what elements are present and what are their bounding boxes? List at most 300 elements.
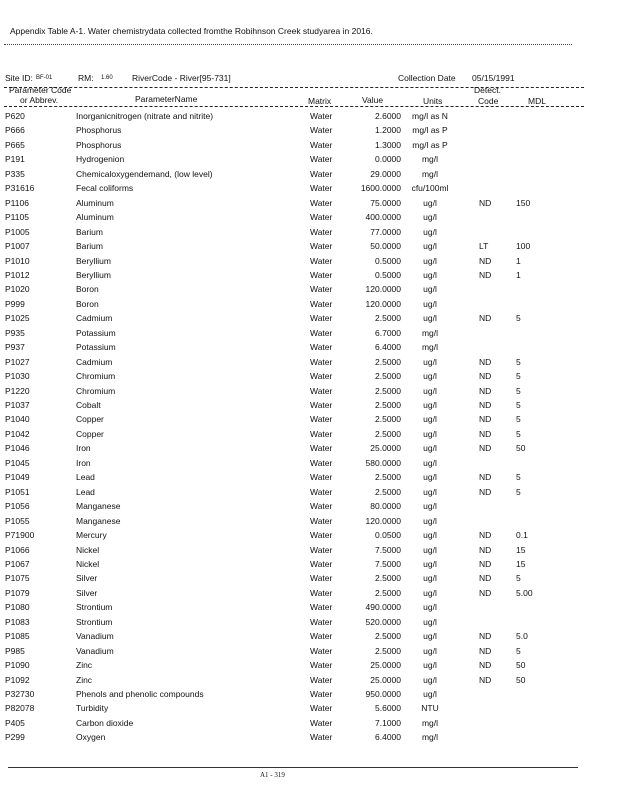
cell-parameter-code: P1030 [5, 371, 30, 382]
cell-matrix: Water [310, 371, 333, 382]
cell-matrix: Water [310, 139, 333, 150]
cell-parameter-name: Carbon dioxide [76, 717, 134, 728]
cell-parameter-name: Aluminum [76, 212, 114, 223]
cell-units: ug/l [423, 573, 437, 584]
header-bottom-rule [4, 106, 584, 107]
cell-value: 1600.0000 [360, 183, 401, 194]
cell-units: ug/l [423, 587, 437, 598]
cell-matrix: Water [310, 501, 333, 512]
cell-value: 2.5000 [375, 356, 401, 367]
cell-parameter-code: P1007 [5, 241, 30, 252]
cell-parameter-name: Barium [76, 226, 103, 237]
cell-units: ug/l [423, 400, 437, 410]
cell-matrix: Water [310, 327, 333, 338]
cell-units: ug/l [423, 428, 437, 439]
cell-units: ug/l [423, 356, 437, 367]
header-param-code: Parameter Code [9, 85, 72, 95]
cell-parameter-name: Inorganicnitrogen (nitrate and nitrite) [76, 111, 214, 121]
cell-value: 1.3000 [375, 139, 401, 150]
cell-value: 120.0000 [365, 284, 401, 295]
cell-parameter-name: Turbidity [76, 703, 109, 714]
cell-matrix: Water [310, 515, 333, 526]
cell-matrix: Water [310, 544, 333, 555]
cell-detect-code: ND [479, 269, 492, 280]
table-row [0, 400, 618, 414]
cell-value: 1.2000 [375, 125, 401, 136]
cell-parameter-name: Chromium [76, 385, 116, 396]
cell-value: 0.0500 [375, 530, 401, 541]
header-detect-code: Code [478, 96, 499, 106]
cell-parameter-code: P1020 [5, 284, 30, 295]
cell-parameter-name: Barium [76, 241, 103, 252]
cell-value: 5.6000 [375, 703, 401, 714]
cell-value: 0.5000 [375, 269, 401, 280]
cell-parameter-code: P665 [5, 139, 25, 150]
table-row [0, 169, 618, 183]
cell-matrix: Water [310, 313, 333, 324]
cell-units: ug/l [423, 241, 437, 252]
cell-parameter-code: P1220 [5, 385, 30, 396]
cell-parameter-code: P82078 [5, 703, 35, 714]
cell-value: 7.5000 [375, 544, 401, 555]
cell-parameter-name: Aluminum [76, 197, 114, 208]
cell-units: ug/l [423, 212, 437, 223]
cell-matrix: Water [310, 472, 333, 483]
cell-mdl: 15 [516, 544, 526, 555]
table-row [0, 689, 618, 703]
cell-mdl: 5.00 [516, 587, 533, 598]
cell-matrix: Water [310, 674, 333, 685]
cell-parameter-name: Cobalt [76, 400, 101, 410]
cell-mdl: 150 [516, 197, 531, 208]
cell-units: ug/l [423, 197, 437, 208]
cell-units: ug/l [423, 501, 437, 512]
table-row [0, 458, 618, 472]
header-value: Value [362, 95, 384, 105]
cell-units: ug/l [423, 660, 437, 671]
cell-parameter-name: Iron [76, 443, 91, 454]
cell-matrix: Water [310, 631, 333, 642]
cell-mdl: 5 [516, 428, 521, 439]
cell-parameter-name: Oxygen [76, 732, 106, 743]
cell-parameter-code: P1005 [5, 226, 30, 237]
cell-detect-code: ND [479, 356, 492, 367]
cell-detect-code: ND [479, 674, 492, 685]
cell-parameter-code: P1045 [5, 457, 30, 468]
cell-parameter-code: P335 [5, 168, 25, 179]
cell-units: ug/l [423, 616, 437, 627]
cell-mdl: 5 [516, 371, 521, 382]
cell-mdl: 0.1 [516, 530, 528, 541]
cell-mdl: 1 [516, 269, 521, 280]
cell-mdl: 5 [516, 385, 521, 396]
cell-parameter-code: P1056 [5, 501, 30, 512]
cell-parameter-code: P1040 [5, 414, 30, 425]
cell-mdl: 5 [516, 645, 521, 656]
table-row [0, 501, 618, 515]
table-row [0, 530, 618, 544]
cell-detect-code: ND [479, 255, 492, 266]
cell-matrix: Water [310, 689, 333, 699]
table-row [0, 545, 618, 559]
cell-units: NTU [421, 703, 439, 714]
cell-detect-code: ND [479, 428, 492, 439]
cell-units: ug/l [423, 443, 437, 454]
cell-parameter-code: P71900 [5, 530, 35, 541]
cell-parameter-name: Zinc [76, 660, 93, 671]
cell-units: ug/l [423, 515, 437, 526]
cell-detect-code: ND [479, 414, 492, 425]
cell-matrix: Water [310, 212, 333, 223]
cell-parameter-name: Zinc [76, 674, 93, 685]
cell-parameter-name: Lead [76, 486, 95, 497]
cell-parameter-name: Strontium [76, 602, 113, 613]
cell-matrix: Water [310, 703, 333, 714]
cell-parameter-name: Manganese [76, 501, 121, 512]
cell-value: 75.0000 [370, 197, 401, 208]
cell-units: mg/l as P [412, 125, 448, 136]
cell-units: ug/l [423, 457, 437, 468]
cell-parameter-code: P1055 [5, 515, 30, 526]
cell-value: 6.4000 [375, 342, 401, 353]
cell-value: 80.0000 [370, 501, 401, 512]
cell-detect-code: ND [479, 197, 492, 208]
cell-parameter-code: P1085 [5, 631, 30, 642]
cell-detect-code: ND [479, 530, 492, 541]
cell-matrix: Water [310, 111, 333, 121]
cell-matrix: Water [310, 226, 333, 237]
table-row [0, 154, 618, 168]
table-row [0, 284, 618, 298]
header-units: Units [423, 96, 443, 106]
cell-value: 950.0000 [365, 689, 401, 699]
cell-parameter-name: Nickel [76, 558, 100, 569]
cell-matrix: Water [310, 443, 333, 454]
header-param-abbrev: or Abbrev. [20, 95, 59, 105]
table-row [0, 241, 618, 255]
table-row [0, 617, 618, 631]
cell-detect-code: ND [479, 573, 492, 584]
cell-units: mg/l [421, 732, 439, 743]
cell-matrix: Water [310, 183, 333, 194]
cell-matrix: Water [310, 530, 333, 541]
table-row [0, 429, 618, 443]
cell-parameter-code: P937 [5, 342, 25, 353]
cell-value: 29.0000 [370, 168, 401, 179]
cell-matrix: Water [310, 486, 333, 497]
cell-matrix: Water [310, 428, 333, 439]
table-row [0, 371, 618, 385]
table-row [0, 573, 618, 587]
cell-value: 50.0000 [370, 241, 401, 252]
table-row [0, 357, 618, 371]
cell-value: 6.4000 [375, 732, 401, 743]
cell-value: 0.5000 [375, 255, 401, 266]
cell-value: 0.0000 [375, 154, 401, 165]
cell-parameter-code: P1042 [5, 428, 30, 439]
cell-parameter-name: Fecal coliforms [76, 183, 134, 194]
cell-value: 2.5000 [375, 631, 401, 642]
cell-parameter-code: P1083 [5, 616, 30, 627]
table-row [0, 140, 618, 154]
cell-parameter-code: P1027 [5, 356, 30, 367]
cell-value: 520.0000 [365, 616, 401, 627]
cell-matrix: Water [310, 573, 333, 584]
cell-units: ug/l [423, 313, 437, 324]
cell-parameter-name: Strontium [76, 616, 113, 627]
cell-mdl: 5.0 [516, 631, 528, 642]
table-row [0, 125, 618, 139]
cell-value: 2.5000 [375, 573, 401, 584]
cell-parameter-name: Iron [76, 457, 91, 468]
cell-mdl: 50 [516, 674, 526, 685]
cell-units: ug/l [423, 558, 437, 569]
cell-detect-code: ND [479, 371, 492, 382]
cell-matrix: Water [310, 298, 333, 309]
cell-units: mg/l [421, 154, 439, 165]
cell-mdl: 5 [516, 472, 521, 483]
cell-mdl: 5 [516, 400, 521, 410]
table-row [0, 183, 618, 197]
header-matrix: Matrix [308, 96, 332, 106]
cell-parameter-code: P1080 [5, 602, 30, 613]
collection-date-label: Collection Date [398, 73, 456, 83]
cell-units: ug/l [423, 530, 437, 541]
cell-units: mg/l [421, 717, 439, 728]
cell-value: 490.0000 [365, 602, 401, 613]
cell-matrix: Water [310, 645, 333, 656]
cell-parameter-code: P32730 [5, 689, 35, 699]
cell-value: 25.0000 [370, 660, 401, 671]
cell-units: ug/l [423, 674, 437, 685]
table-row [0, 472, 618, 486]
cell-units: ug/l [423, 472, 437, 483]
cell-parameter-code: P985 [5, 645, 25, 656]
cell-parameter-code: P999 [5, 298, 25, 309]
table-row [0, 602, 618, 616]
footer-rule [8, 767, 578, 768]
cell-matrix: Water [310, 732, 333, 743]
cell-matrix: Water [310, 385, 333, 396]
table-row [0, 703, 618, 717]
table-row [0, 328, 618, 342]
cell-mdl: 5 [516, 486, 521, 497]
page-number: A1 - 319 [260, 771, 285, 779]
cell-value: 400.0000 [365, 212, 401, 223]
cell-parameter-name: Hydrogenion [76, 154, 125, 165]
cell-matrix: Water [310, 269, 333, 280]
cell-units: ug/l [423, 414, 437, 425]
cell-units: ug/l [423, 602, 437, 613]
cell-parameter-name: Boron [76, 298, 99, 309]
cell-value: 2.5000 [375, 313, 401, 324]
cell-value: 77.0000 [370, 226, 401, 237]
table-caption: Appendix Table A-1. Water chemistrydata collected fromthe Robihnson Creek studyarea in 2016. [10, 26, 373, 36]
cell-units: mg/l [421, 342, 439, 353]
cell-parameter-code: P1106 [5, 197, 29, 208]
cell-parameter-code: P1090 [5, 660, 30, 671]
cell-matrix: Water [310, 356, 333, 367]
cell-detect-code: ND [479, 645, 492, 656]
cell-parameter-code: P1025 [5, 313, 30, 324]
table-row [0, 414, 618, 428]
cell-matrix: Water [310, 255, 333, 266]
table-row [0, 559, 618, 573]
cell-mdl: 50 [516, 443, 526, 454]
cell-mdl: 5 [516, 414, 521, 425]
cell-mdl: 100 [516, 241, 531, 252]
cell-mdl: 15 [516, 558, 526, 569]
table-row [0, 660, 618, 674]
cell-parameter-code: P666 [5, 125, 25, 136]
cell-detect-code: ND [479, 660, 492, 671]
table-row [0, 227, 618, 241]
cell-parameter-code: P299 [5, 732, 25, 743]
cell-value: 2.5000 [375, 400, 401, 410]
cell-parameter-code: P1012 [5, 269, 30, 280]
header-detect: Detect. [474, 85, 501, 95]
cell-value: 2.5000 [375, 587, 401, 598]
cell-value: 7.5000 [375, 558, 401, 569]
cell-parameter-name: Phenols and phenolic compounds [76, 689, 204, 699]
cell-matrix: Water [310, 197, 333, 208]
cell-units: mg/l [421, 168, 439, 179]
header-mdl: MDL [528, 96, 546, 106]
cell-matrix: Water [310, 241, 333, 252]
cell-parameter-name: Beryllium [76, 255, 111, 266]
cell-parameter-name: Cadmium [76, 356, 113, 367]
table-row [0, 342, 618, 356]
cell-parameter-name: Mercury [76, 530, 107, 541]
cell-value: 2.5000 [375, 414, 401, 425]
cell-matrix: Water [310, 400, 333, 410]
cell-parameter-name: Silver [76, 587, 98, 598]
cell-units: ug/l [423, 226, 437, 237]
cell-matrix: Water [310, 587, 333, 598]
cell-parameter-name: Copper [76, 414, 104, 425]
cell-parameter-code: P1049 [5, 472, 30, 483]
cell-parameter-code: P1105 [5, 212, 29, 223]
cell-value: 2.5000 [375, 428, 401, 439]
cell-value: 2.5000 [375, 385, 401, 396]
cell-value: 2.6000 [375, 111, 401, 121]
cell-units: ug/l [423, 544, 437, 555]
cell-value: 120.0000 [365, 298, 401, 309]
table-row [0, 212, 618, 226]
table-row [0, 588, 618, 602]
cell-units: ug/l [423, 371, 437, 382]
cell-value: 2.5000 [375, 371, 401, 382]
cell-units: cfu/100ml [411, 183, 449, 194]
cell-units: ug/l [423, 298, 437, 309]
caption-divider [4, 44, 572, 45]
cell-parameter-name: Beryllium [76, 269, 111, 280]
cell-parameter-code: P191 [5, 154, 25, 165]
cell-detect-code: LT [479, 241, 489, 252]
cell-value: 2.5000 [375, 472, 401, 483]
table-row [0, 270, 618, 284]
table-row [0, 631, 618, 645]
cell-units: ug/l [423, 645, 437, 656]
cell-mdl: 5 [516, 356, 521, 367]
cell-units: ug/l [423, 631, 437, 642]
cell-parameter-name: Nickel [76, 544, 100, 555]
cell-parameter-name: Vanadium [76, 645, 114, 656]
cell-parameter-name: Silver [76, 573, 98, 584]
cell-value: 25.0000 [370, 443, 401, 454]
cell-units: ug/l [423, 255, 437, 266]
collection-date-value: 05/15/1991 [472, 73, 515, 83]
table-row [0, 111, 618, 125]
cell-matrix: Water [310, 125, 333, 136]
cell-detect-code: ND [479, 400, 492, 410]
cell-parameter-code: P1046 [5, 443, 30, 454]
table-row [0, 299, 618, 313]
cell-value: 120.0000 [365, 515, 401, 526]
cell-units: ug/l [423, 486, 437, 497]
header-param-name: ParameterName [135, 94, 198, 104]
cell-detect-code: ND [479, 385, 492, 396]
rm-label: RM: [78, 73, 94, 83]
table-row [0, 313, 618, 327]
cell-parameter-name: Potassium [76, 327, 116, 338]
cell-units: mg/l as P [412, 139, 448, 150]
cell-parameter-code: P1092 [5, 674, 30, 685]
cell-parameter-code: P31616 [5, 183, 35, 194]
cell-parameter-code: P1075 [5, 573, 30, 584]
river-code: RiverCode - River[95-731] [132, 73, 231, 83]
cell-detect-code: ND [479, 544, 492, 555]
cell-parameter-code: P1067 [5, 558, 30, 569]
cell-detect-code: ND [479, 631, 492, 642]
cell-units: ug/l [423, 689, 437, 699]
cell-value: 25.0000 [370, 674, 401, 685]
cell-parameter-code: P620 [5, 111, 25, 121]
cell-parameter-code: P1010 [5, 255, 30, 266]
table-row [0, 646, 618, 660]
cell-parameter-name: Potassium [76, 342, 116, 353]
cell-matrix: Water [310, 342, 333, 353]
cell-mdl: 1 [516, 255, 521, 266]
site-id-label: Site ID: [5, 73, 33, 83]
cell-matrix: Water [310, 457, 333, 468]
cell-value: 2.5000 [375, 486, 401, 497]
cell-parameter-name: Chromium [76, 371, 116, 382]
cell-value: 7.1000 [375, 717, 401, 728]
cell-matrix: Water [310, 154, 333, 165]
cell-matrix: Water [310, 558, 333, 569]
cell-value: 2.5000 [375, 645, 401, 656]
cell-parameter-name: Copper [76, 428, 104, 439]
cell-parameter-code: P405 [5, 717, 25, 728]
cell-parameter-code: P935 [5, 327, 25, 338]
cell-matrix: Water [310, 284, 333, 295]
cell-units: ug/l [423, 269, 437, 280]
table-row [0, 198, 618, 212]
cell-units: mg/l as N [412, 111, 448, 121]
cell-matrix: Water [310, 602, 333, 613]
cell-parameter-code: P1066 [5, 544, 30, 555]
cell-mdl: 5 [516, 313, 521, 324]
table-row [0, 256, 618, 270]
cell-matrix: Water [310, 168, 333, 179]
cell-parameter-code: P1079 [5, 587, 30, 598]
cell-mdl: 5 [516, 573, 521, 584]
cell-units: mg/l [421, 327, 439, 338]
cell-matrix: Water [310, 717, 333, 728]
cell-value: 6.7000 [375, 327, 401, 338]
table-row [0, 487, 618, 501]
